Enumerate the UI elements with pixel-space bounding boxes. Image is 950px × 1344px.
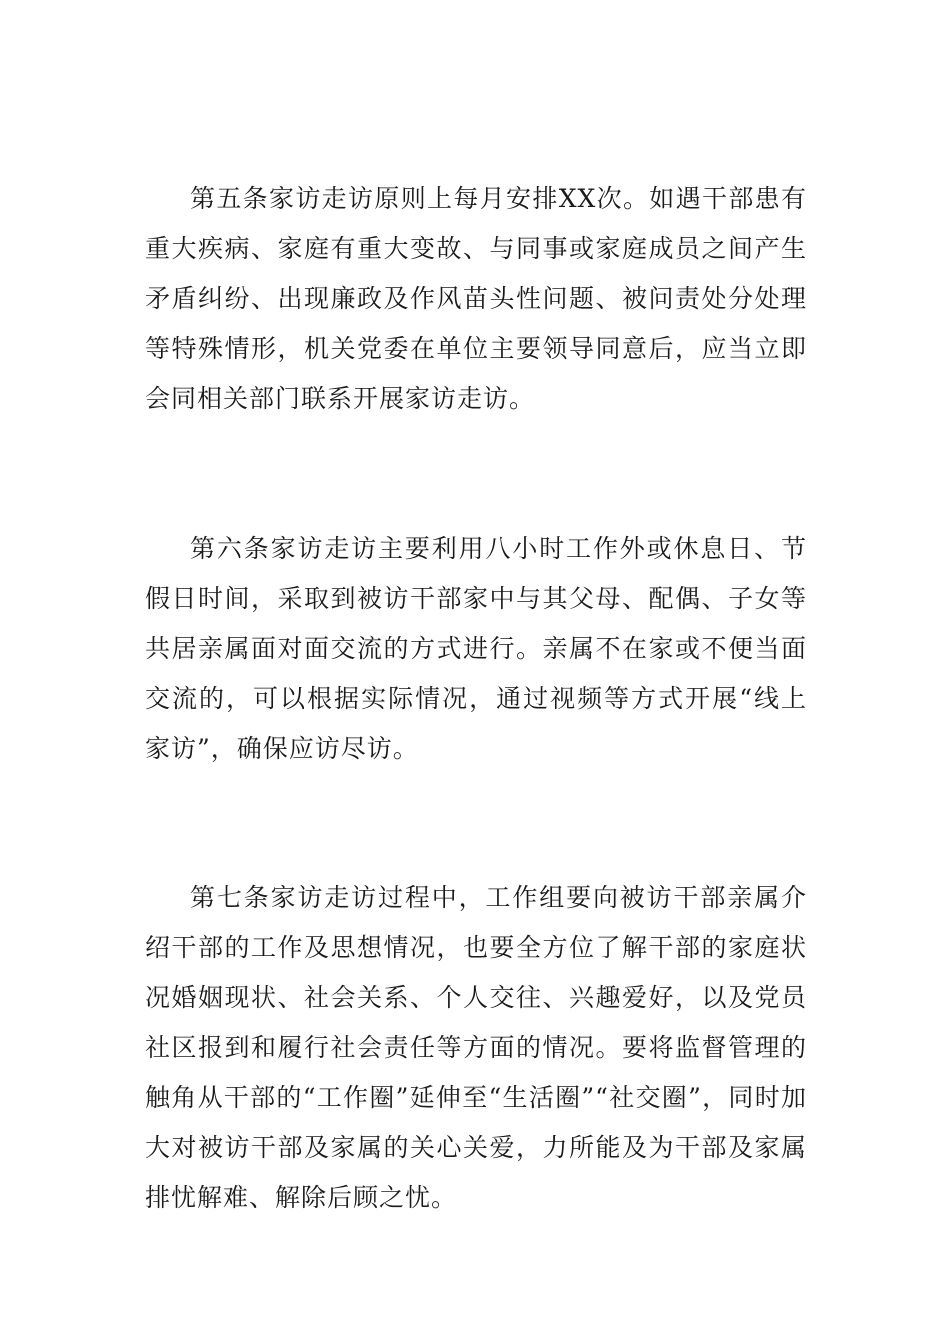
article-6-paragraph: 第六条家访走访主要利用八小时工作外或休息日、节假日时间，采取到被访干部家中与其父母、配偶、子女等共居亲属面对面交流的方式进行。亲属不在家或不便当面交流的，可以根据实际情况，通过视频等方式开展“线上家访”，确保应访尽访。 — [145, 534, 807, 763]
article-7-paragraph: 第七条家访走访过程中，工作组要向被访干部亲属介绍干部的工作及思想情况，也要全方位了解干部的家庭状况婚姻现状、社会关系、个人交往、兴趣爱好，以及党员社区报到和履行社会责任等方面的情况。要将监督管理的触角从干部的“工作圈”延伸至“生活圈”“社交圈”，同时加大对被访干部及家属的关心关爱，力所能及为干部及家属排忧解难、解除后顾之忧。 — [145, 883, 807, 1212]
article-5-paragraph: 第五条家访走访原则上每月安排XX次。如遇干部患有重大疾病、家庭有重大变故、与同事或家庭成员之间产生矛盾纠纷、出现廉政及作风苗头性问题、被问责处分处理等特殊情形，机关党委在单位主要领导同意后，应当立即会同相关部门联系开展家访走访。 — [145, 184, 807, 413]
